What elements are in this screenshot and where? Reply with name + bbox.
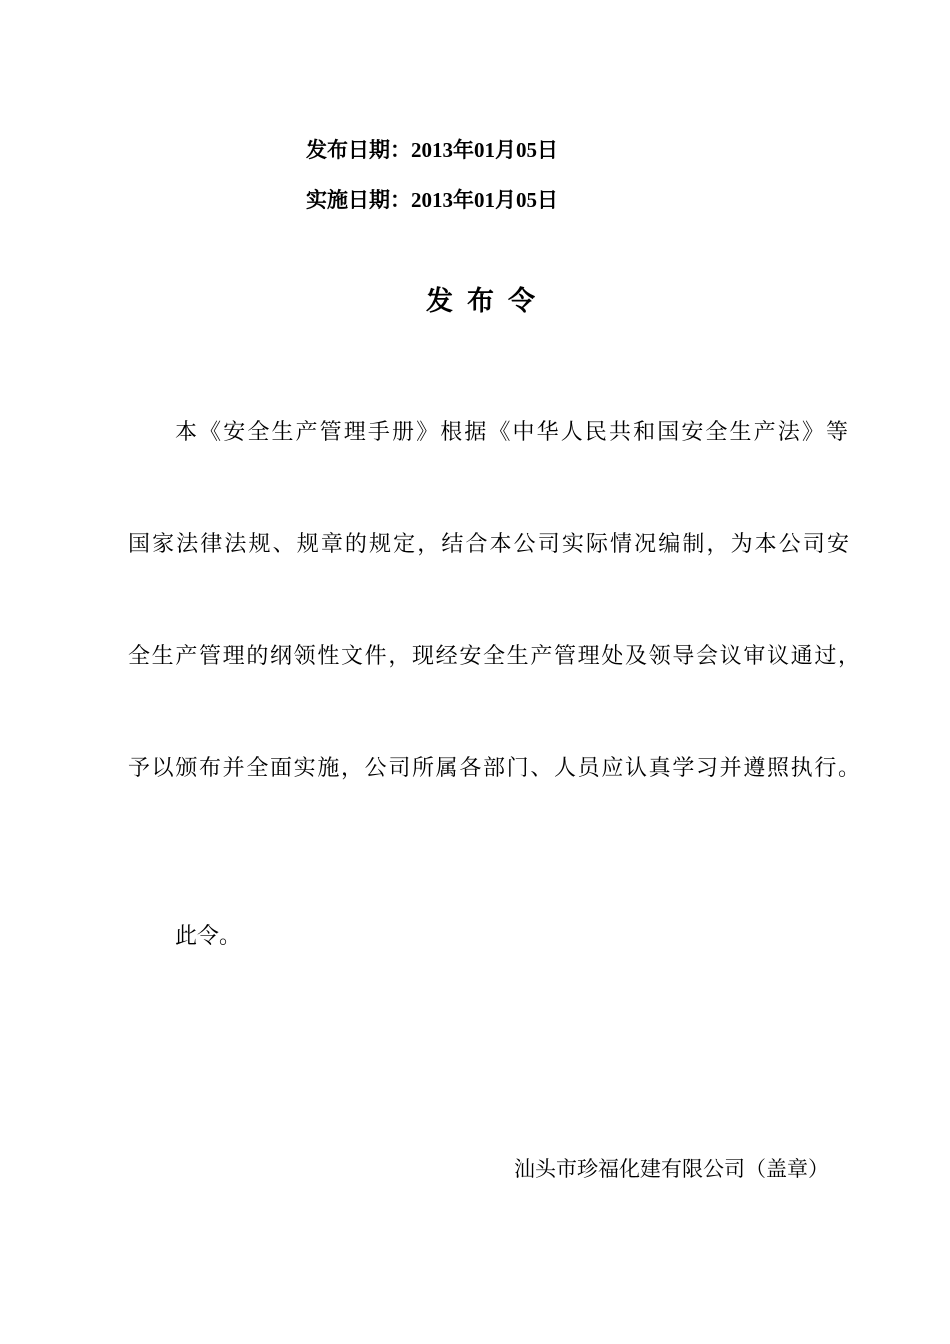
body-line: 本《安全生产管理手册》根据《中华人民共和国安全生产法》等 (175, 420, 848, 445)
release-date-value: 2013年01月05日 (411, 138, 558, 162)
body-line: 予以颁布并全面实施，公司所属各部门、人员应认真学习并遵照执行。 (128, 756, 860, 781)
release-date (306, 137, 558, 163)
closing-text: 此令。 (175, 924, 242, 949)
effective-date-value: 2013年01月05日 (411, 188, 558, 212)
effective-date-label: 实施日期： (306, 188, 411, 212)
company-signature: 汕头市珍福化建有限公司（盖章） (514, 1157, 829, 1181)
body-line: 全生产管理的纲领性文件，现经安全生产管理处及领导会议审议通过， (128, 644, 860, 669)
document-title: 发布令 (426, 286, 549, 317)
release-date-label: 发布日期： (306, 138, 411, 162)
effective-date (306, 187, 558, 213)
body-line: 国家法律法规、规章的规定，结合本公司实际情况编制，为本公司安 (128, 532, 849, 557)
